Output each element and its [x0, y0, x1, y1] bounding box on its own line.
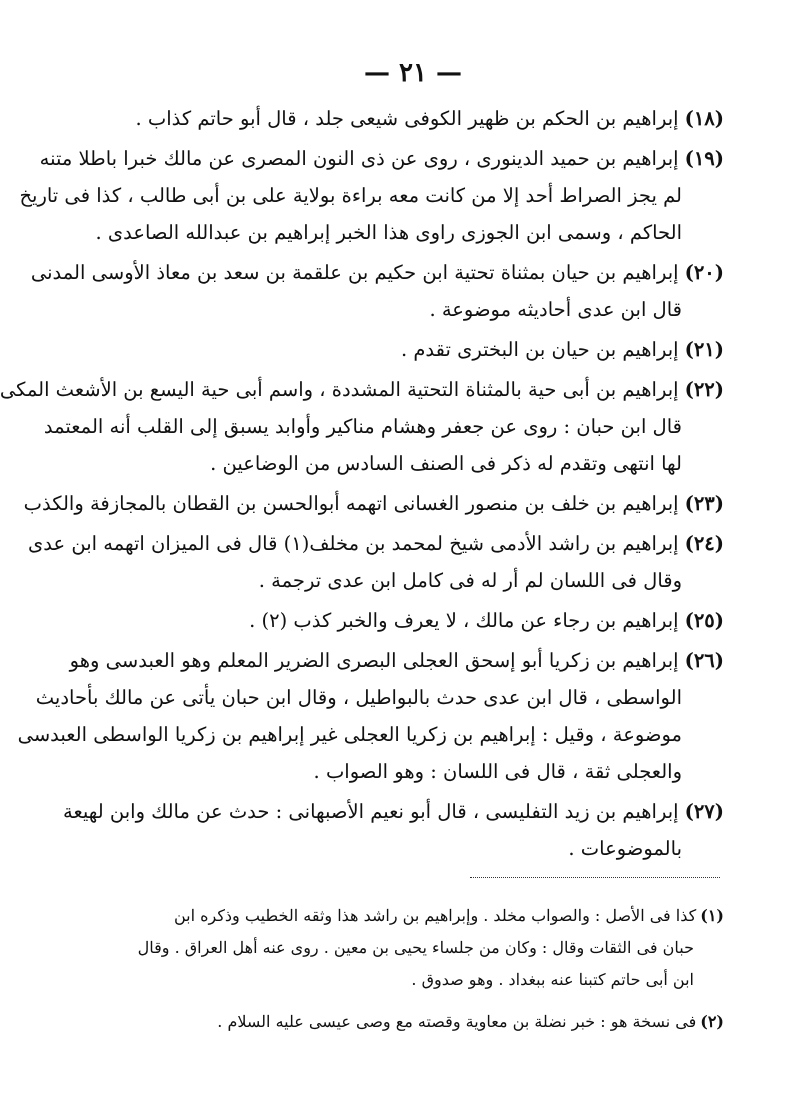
entry-item [19, 140, 724, 251]
entry-text: إبراهيم بن حيان بن البخترى تقدم . [400, 338, 679, 361]
entry-line [19, 177, 724, 214]
footnote-text: ابن أبى حاتم كتبنا عنه ببغداد . وهو صدوق . [411, 970, 694, 989]
entry-line [63, 793, 724, 830]
entry-number: (١٩) [684, 147, 724, 170]
entry-line [43, 408, 724, 445]
entry-text: قال ابن عدى أحاديثه موضوعة . [429, 298, 682, 321]
entry-item [84, 602, 724, 639]
entry-text: والعجلى ثقة ، قال فى اللسان : وهو الصواب . [313, 760, 682, 783]
entry-text: إبراهيم بن زكريا أبو إسحق العجلى البصرى الضرير المعلم وهو العبدسى وهو [69, 649, 679, 672]
entry-text: إبراهيم بن راشد الأدمى شيخ لمحمد بن مخلف(١) قال فى الميزان اتهمه ابن عدى [28, 532, 679, 555]
entry-line [84, 753, 724, 790]
entry-text: لها انتهى وتقدم له ذكر فى الصنف السادس من الوضاعين . [210, 452, 682, 475]
footnote-number: (٢) [700, 1012, 724, 1031]
entry-item [17, 642, 724, 790]
entry-number: (٢٤) [684, 532, 724, 555]
footnote-line [84, 1006, 724, 1038]
footnote-text: حبان فى الثقات وقال : وكان من جلساء يحيى بن معين . روى عنه أهل العراق . وقال [137, 938, 694, 957]
footnote-text: كذا فى الأصل : والصواب مخلد . وإبراهيم بن راشد هذا وثقه الخطيب وذكره ابن [173, 906, 697, 925]
entry-text: إبراهيم بن حميد الدينورى ، روى عن ذى النون المصرى عن مالك خبرا باطلا متنه [39, 147, 679, 170]
entry-text: إبراهيم بن خلف بن منصور الغسانى اتهمه أبوالحسن بن القطان بالمجازفة والكذب [23, 492, 679, 515]
entry-item [63, 793, 724, 867]
page-number: — ٢١ — [363, 58, 463, 88]
entry-line [84, 100, 724, 137]
footnote-line [84, 932, 724, 964]
entry-line [84, 445, 724, 482]
entry-item [0, 371, 724, 482]
entry-text: وقال فى اللسان لم أر له فى كامل ابن عدى ترجمة . [258, 569, 682, 592]
entry-number: (٢٥) [684, 609, 724, 632]
entry-text: الحاكم ، وسمى ابن الجوزى راوى هذا الخبر إبراهيم بن عبدالله الصاعدى . [95, 221, 682, 244]
entry-text: موضوعة ، وقيل : إبراهيم بن زكريا العجلى غير إبراهيم بن زكريا الواسطى العبدسى [17, 723, 682, 746]
entry-number: (٢٦) [684, 649, 724, 672]
entry-line [30, 254, 724, 291]
entry-line [39, 140, 724, 177]
entry-line [0, 371, 724, 408]
entry-line [84, 291, 724, 328]
entry-text: إبراهيم بن الحكم بن ظهير الكوفى شيعى جلد ، قال أبو حاتم كذاب . [135, 107, 679, 130]
entries-list [0, 100, 724, 870]
entry-text: لم يجز الصراط أحد إلا من كانت معه براءة بولاية على بن أبى طالب ، كذا فى تاريخ [19, 184, 682, 207]
entry-line [84, 562, 724, 599]
footnote-separator [470, 877, 720, 878]
entry-line [17, 716, 724, 753]
footnote-item [84, 900, 724, 996]
entry-item [23, 485, 724, 522]
entry-number: (٢٣) [684, 492, 724, 515]
entry-text: الواسطى ، قال ابن عدى حدث بالبواطيل ، وقال ابن حبان يأتى عن مالك بأحاديث [35, 686, 682, 709]
footnote-number: (١) [700, 906, 724, 925]
entry-item [28, 525, 724, 599]
entry-number: (٢٠) [684, 261, 724, 284]
entry-text: إبراهيم بن أبى حية بالمثناة التحتية المشددة ، واسم أبى حية اليسع بن الأشعث المكى [0, 378, 679, 401]
entry-number: (٢٢) [684, 378, 724, 401]
entry-line [69, 642, 724, 679]
entry-line [84, 214, 724, 251]
footnote-text: فى نسخة هو : خبر نضلة بن معاوية وقصته مع وصى عيسى عليه السلام . [217, 1012, 697, 1031]
entry-line [35, 679, 724, 716]
entry-item [84, 100, 724, 137]
entry-text: بالموضوعات . [568, 837, 682, 860]
entry-item [30, 254, 724, 328]
entry-line [84, 602, 724, 639]
entry-line [23, 485, 724, 522]
entry-number: (١٨) [684, 107, 724, 130]
footnote-line [84, 964, 724, 996]
entry-item [84, 331, 724, 368]
entry-text: قال ابن حبان : روى عن جعفر وهشام مناكير وأوابد يسبق إلى القلب أنه المعتمد [43, 415, 682, 438]
entry-text: إبراهيم بن حيان بمثناة تحتية ابن حكيم بن علقمة بن سعد بن معاذ الأوسى المدنى [30, 261, 679, 284]
entry-text: إبراهيم بن زيد التفليسى ، قال أبو نعيم الأصبهانى : حدث عن مالك وابن لهيعة [63, 800, 679, 823]
entry-number: (٢١) [684, 338, 724, 361]
footnote-line [84, 900, 724, 932]
footnotes-list [84, 900, 724, 1048]
entry-line [28, 525, 724, 562]
entry-line [84, 331, 724, 368]
entry-line [84, 830, 724, 867]
entry-number: (٢٧) [684, 800, 724, 823]
entry-text: إبراهيم بن رجاء عن مالك ، لا يعرف والخبر كذب (٢) . [249, 609, 679, 632]
footnote-item [84, 1006, 724, 1038]
